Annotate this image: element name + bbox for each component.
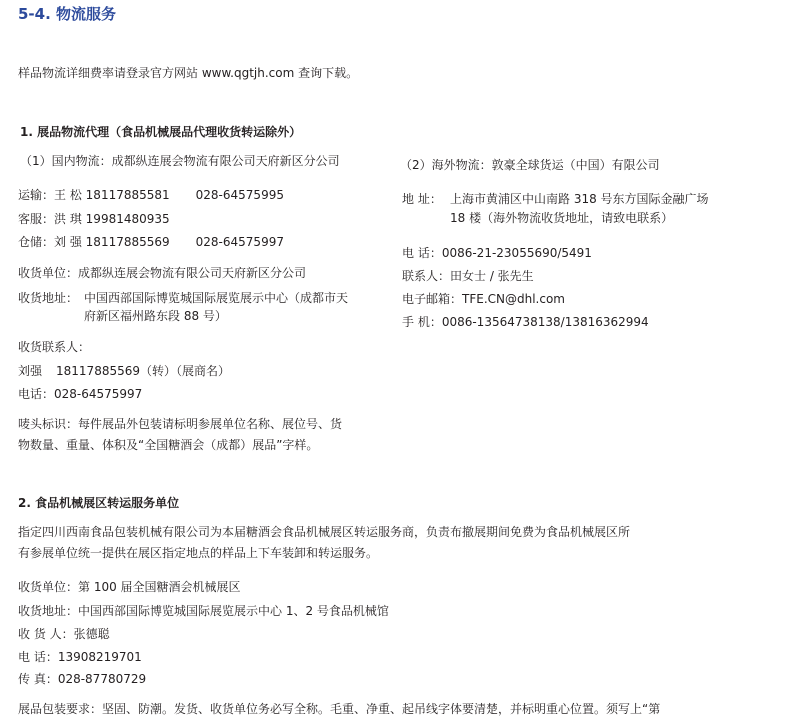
machinery-fax: 传 真：028-87780729 [18, 672, 147, 686]
section-title: 5-4. 物流服务 [18, 5, 117, 23]
contact-phone: 028-64575995 [195, 188, 284, 202]
contact-role: 仓储： [18, 235, 55, 249]
machinery-phone: 电 话：13908219701 [18, 650, 142, 664]
contact-name: 刘 强 [54, 235, 82, 249]
contact-phone: 028-64575997 [195, 235, 284, 249]
overseas-heading: （2）海外物流：敦豪全球货运（中国）有限公司 [400, 158, 660, 172]
overseas-address-line1: 上海市黄浦区中山南路 318 号东方国际金融广场 [450, 192, 709, 206]
machinery-person: 收 货 人：张德聪 [18, 627, 110, 641]
overseas-phone: 电 话：0086-21-23055690/5491 [402, 246, 592, 260]
domestic-contact-person [18, 363, 230, 379]
overseas-address-label: 地 址： [402, 192, 442, 206]
receiver-value: 成都纵连展会物流有限公司天府新区分公司 [78, 266, 307, 280]
contact-mobile: 18117885569 [85, 235, 170, 249]
contact-row-storage [18, 234, 284, 250]
contact-name: 王 松 [54, 188, 82, 202]
contact-row-transport [18, 187, 284, 203]
contact-role: 运输： [18, 188, 55, 202]
domestic-address-line2: 府新区福州路东段 88 号） [84, 309, 227, 323]
contact-mobile: 18117885581 [85, 188, 170, 202]
overseas-mobile: 手 机：0086-13564738138/13816362994 [402, 315, 649, 329]
machinery-address: 收货地址：中国西部国际博览城国际展览展示中心 1、2 号食品机械馆 [18, 604, 389, 618]
domestic-receiver [18, 265, 306, 281]
receiver-label: 收货单位： [18, 266, 79, 280]
shipping-mark-line2: 物数量、重量、体积及“全国糖酒会（成都）展品”字样。 [18, 438, 319, 452]
machinery-packing: 展品包装要求：坚固、防潮。发货、收货单位务必写全称。毛重、净重、起吊线字体要清楚，并标明重心位置。须写上“第 [18, 702, 661, 716]
machinery-desc-line2: 有参展单位统一提供在展区指定地点的样品上下车装卸和转运服务。 [18, 546, 379, 560]
contact-person-name: 刘强 [18, 364, 43, 378]
overseas-address-line2: 18 楼（海外物流收货地址，请致电联系） [450, 211, 674, 225]
contact-name: 洪 琪 [54, 212, 82, 226]
domestic-contact-label: 收货联系人： [18, 340, 91, 354]
contact-row-service [18, 211, 170, 227]
machinery-heading: 2. 食品机械展区转运服务单位 [18, 496, 180, 510]
contact-person-mobile: 18117885569（转）（展商名） [56, 364, 230, 378]
agent-heading: 1. 展品物流代理（食品机械展品代理收货转运除外） [20, 125, 302, 139]
machinery-desc-line1: 指定四川西南食品包装机械有限公司为本届糖酒会食品机械展区转运服务商，负责布撤展期间免费为食品机械展区所 [18, 525, 631, 539]
machinery-receiver: 收货单位：第 100 届全国糖酒会机械展区 [18, 580, 241, 594]
overseas-email: 电子邮箱：TFE.CN@dhl.com [402, 292, 565, 306]
contact-role: 客服： [18, 212, 55, 226]
domestic-heading: （1）国内物流：成都纵连展会物流有限公司天府新区分公司 [20, 154, 340, 168]
shipping-mark-line1: 唛头标识：每件展品外包装请标明参展单位名称、展位号、货 [18, 417, 343, 431]
overseas-contact: 联系人：田女士 / 张先生 [402, 269, 534, 283]
intro-text: 样品物流详细费率请登录官方网站 www.qgtjh.com 查询下载。 [18, 66, 359, 80]
domestic-contact-phone: 电话：028-64575997 [18, 387, 143, 401]
contact-mobile: 19981480935 [85, 212, 170, 226]
domestic-address-label: 收货地址： [18, 291, 79, 305]
domestic-address-line1: 中国西部国际博览城国际展览展示中心（成都市天 [84, 291, 349, 305]
